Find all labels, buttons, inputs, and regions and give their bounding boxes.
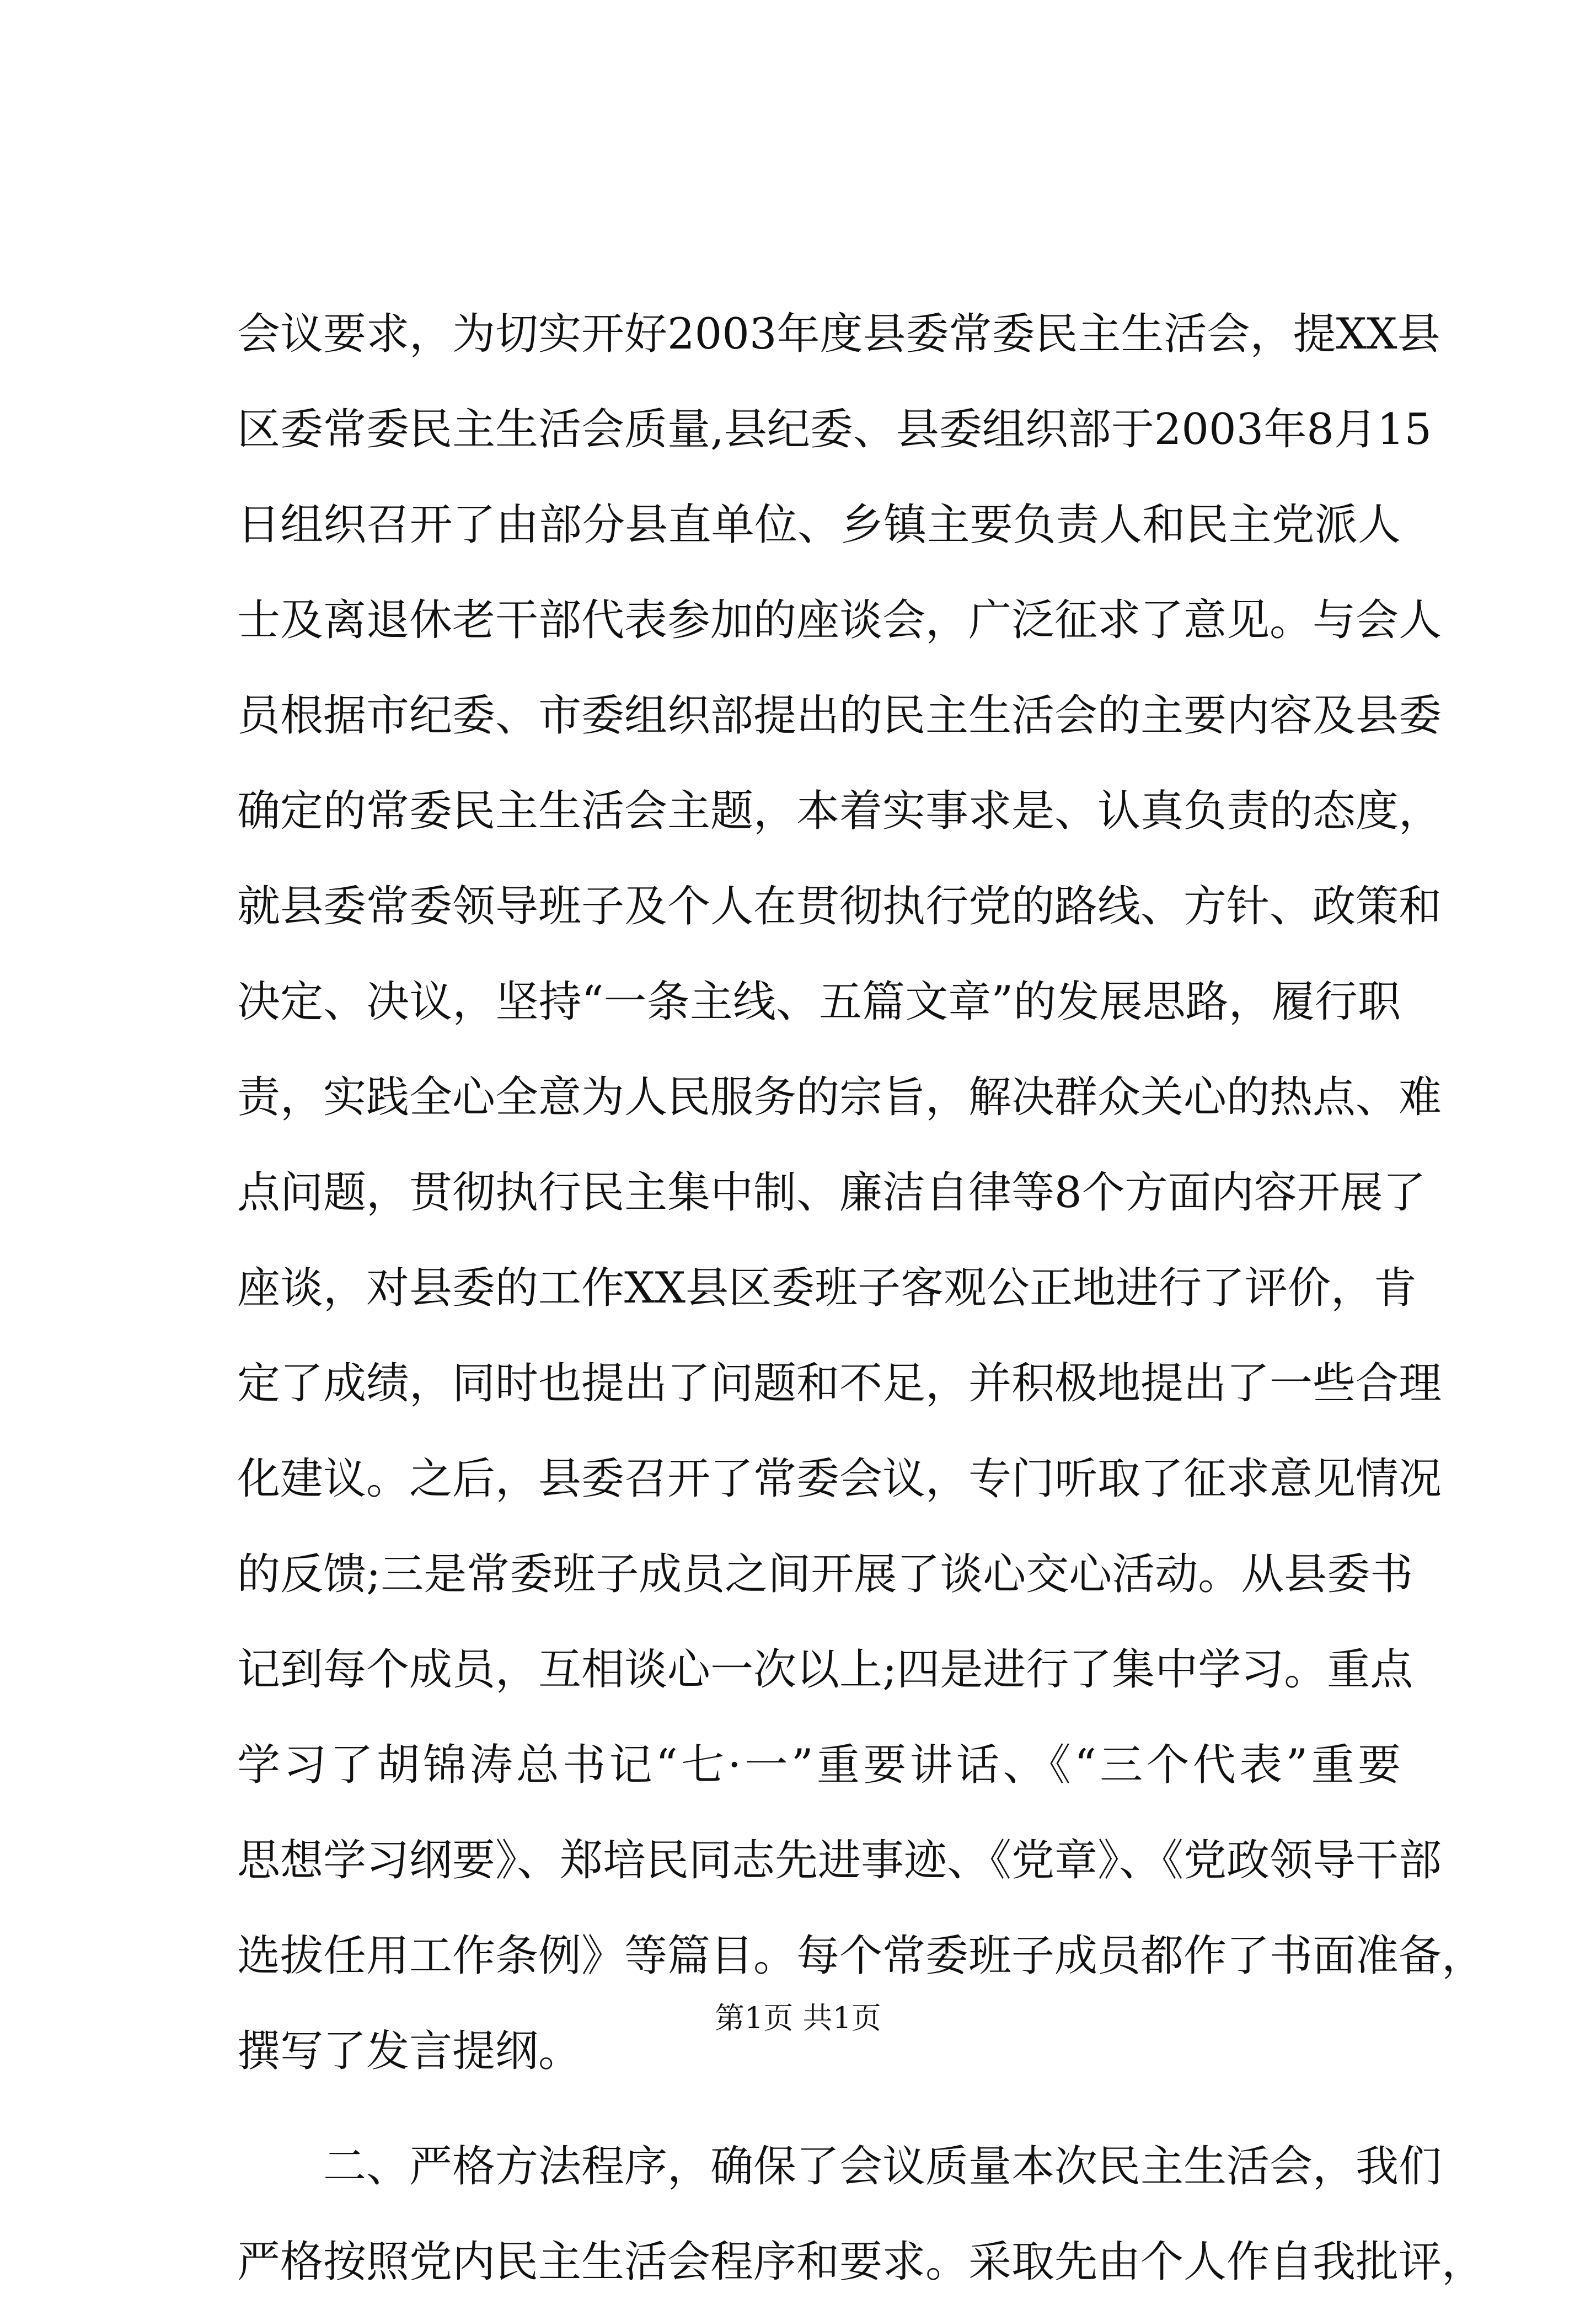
text-line: 定了成绩，同时也提出了问题和不足，并积极地提出了一些合理: [237, 1359, 1442, 1408]
text-line: 日组织召开了由部分县直单位、乡镇主要负责人和民主党派人: [237, 500, 1401, 550]
text-line: 化建议。之后，县委召开了常委会议，专门听取了征求意见情况: [237, 1454, 1442, 1504]
text-line: 学习了胡锦涛总书记“七·一”重要讲话、《“三个代表”重要: [237, 1740, 1401, 1790]
text-line: 士及离退休老干部代表参加的座谈会，广泛征求了意见。与会人: [237, 596, 1442, 645]
text-line: 会议要求，为切实开好2003年度县委常委民主生活会，提XX县: [237, 309, 1440, 359]
paragraph-1: [237, 287, 1485, 2099]
text-line: 座谈，对县委的工作XX县区委班子客观公正地进行了评价，肯: [237, 1263, 1417, 1313]
text-line: 责，实践全心全意为人民服务的宗旨，解决群众关心的热点、难: [237, 1073, 1442, 1122]
text-line: 员根据市纪委、市委组织部提出的民主生活会的主要内容及县委: [237, 691, 1442, 741]
text-line: 的反馈;三是常委班子成员之间开展了谈心交心活动。从县委书: [237, 1550, 1413, 1599]
text-line: 撰写了发言提纲。: [237, 2027, 582, 2076]
page-number-label: 第1页 共1页: [715, 2001, 881, 2035]
text-line: 严格按照党内民主生活会程序和要求。采取先由个人作自我批评，: [237, 2237, 1485, 2287]
text-line: 选拔任用工作条例》等篇目。每个常委班子成员都作了书面准备，: [237, 1931, 1485, 1981]
page-footer: [0, 1996, 1596, 2040]
text-line: 确定的常委民主生活会主题，本着实事求是、认真负责的态度，: [237, 786, 1442, 836]
text-line: 点问题，贯彻执行民主集中制、廉洁自律等8个方面内容开展了: [237, 1168, 1426, 1218]
text-line: 区委常委民主生活会质量,县纪委、县委组织部于2003年8月15: [237, 405, 1432, 454]
text-line: 决定、决议，坚持“一条主线、五篇文章”的发展思路，履行职: [237, 977, 1401, 1027]
text-line: 二、严格方法程序，确保了会议质量本次民主生活会，我们: [237, 2142, 1442, 2191]
paragraph-2: [237, 2119, 1485, 2310]
text-line: 思想学习纲要》、郑培民同志先进事迹、《党章》、《党政领导干部: [237, 1836, 1442, 1885]
text-line: 就县委常委领导班子及个人在贯彻执行党的路线、方针、政策和: [237, 882, 1442, 931]
text-line: 记到每个成员，互相谈心一次以上;四是进行了集中学习。重点: [237, 1645, 1413, 1695]
